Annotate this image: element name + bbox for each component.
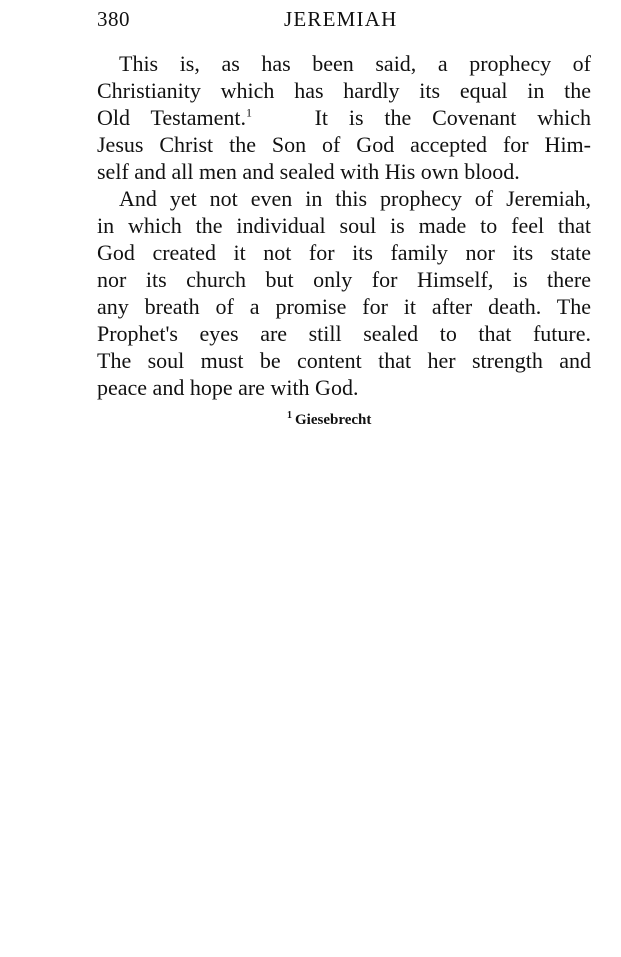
page-number: 380 [97,7,130,31]
text-line: nor its church but only for Himself, is there [97,267,591,292]
body-text [97,50,591,401]
running-head [97,7,591,35]
text-line: Christianity which has hardly its equal in the [97,78,591,103]
text-line: any breath of a promise for it after death. The [97,294,591,319]
footnote-reference: 1 [246,105,253,120]
footnote-marker: 1 [287,410,292,421]
paragraph-2 [97,185,591,401]
text-line: This is, as has been said, a prophecy of [119,51,591,76]
text-line: self and all men and sealed with His own blood. [97,159,520,184]
text-line: Jesus Christ the Son of God accepted for Him- [97,132,591,157]
text-line: And yet not even in this prophecy of Jeremiah, [119,186,591,211]
text-line: in which the individual soul is made to feel that [97,213,591,238]
text-segment: Old Testament. [97,105,247,130]
text-line: God created it not for its family nor its state [97,240,591,265]
text-segment: It is the Covenant which [314,105,592,130]
text-line: peace and hope are with God. [97,375,359,400]
text-line: The soul must be content that her strength and [97,348,591,373]
paragraph-1 [97,50,591,185]
footnote [287,412,371,429]
text-line: Prophet's eyes are still sealed to that future. [97,321,591,346]
text-line [97,104,591,131]
running-title: JEREMIAH [284,7,398,31]
footnote-text: Giesebrecht [295,412,372,428]
